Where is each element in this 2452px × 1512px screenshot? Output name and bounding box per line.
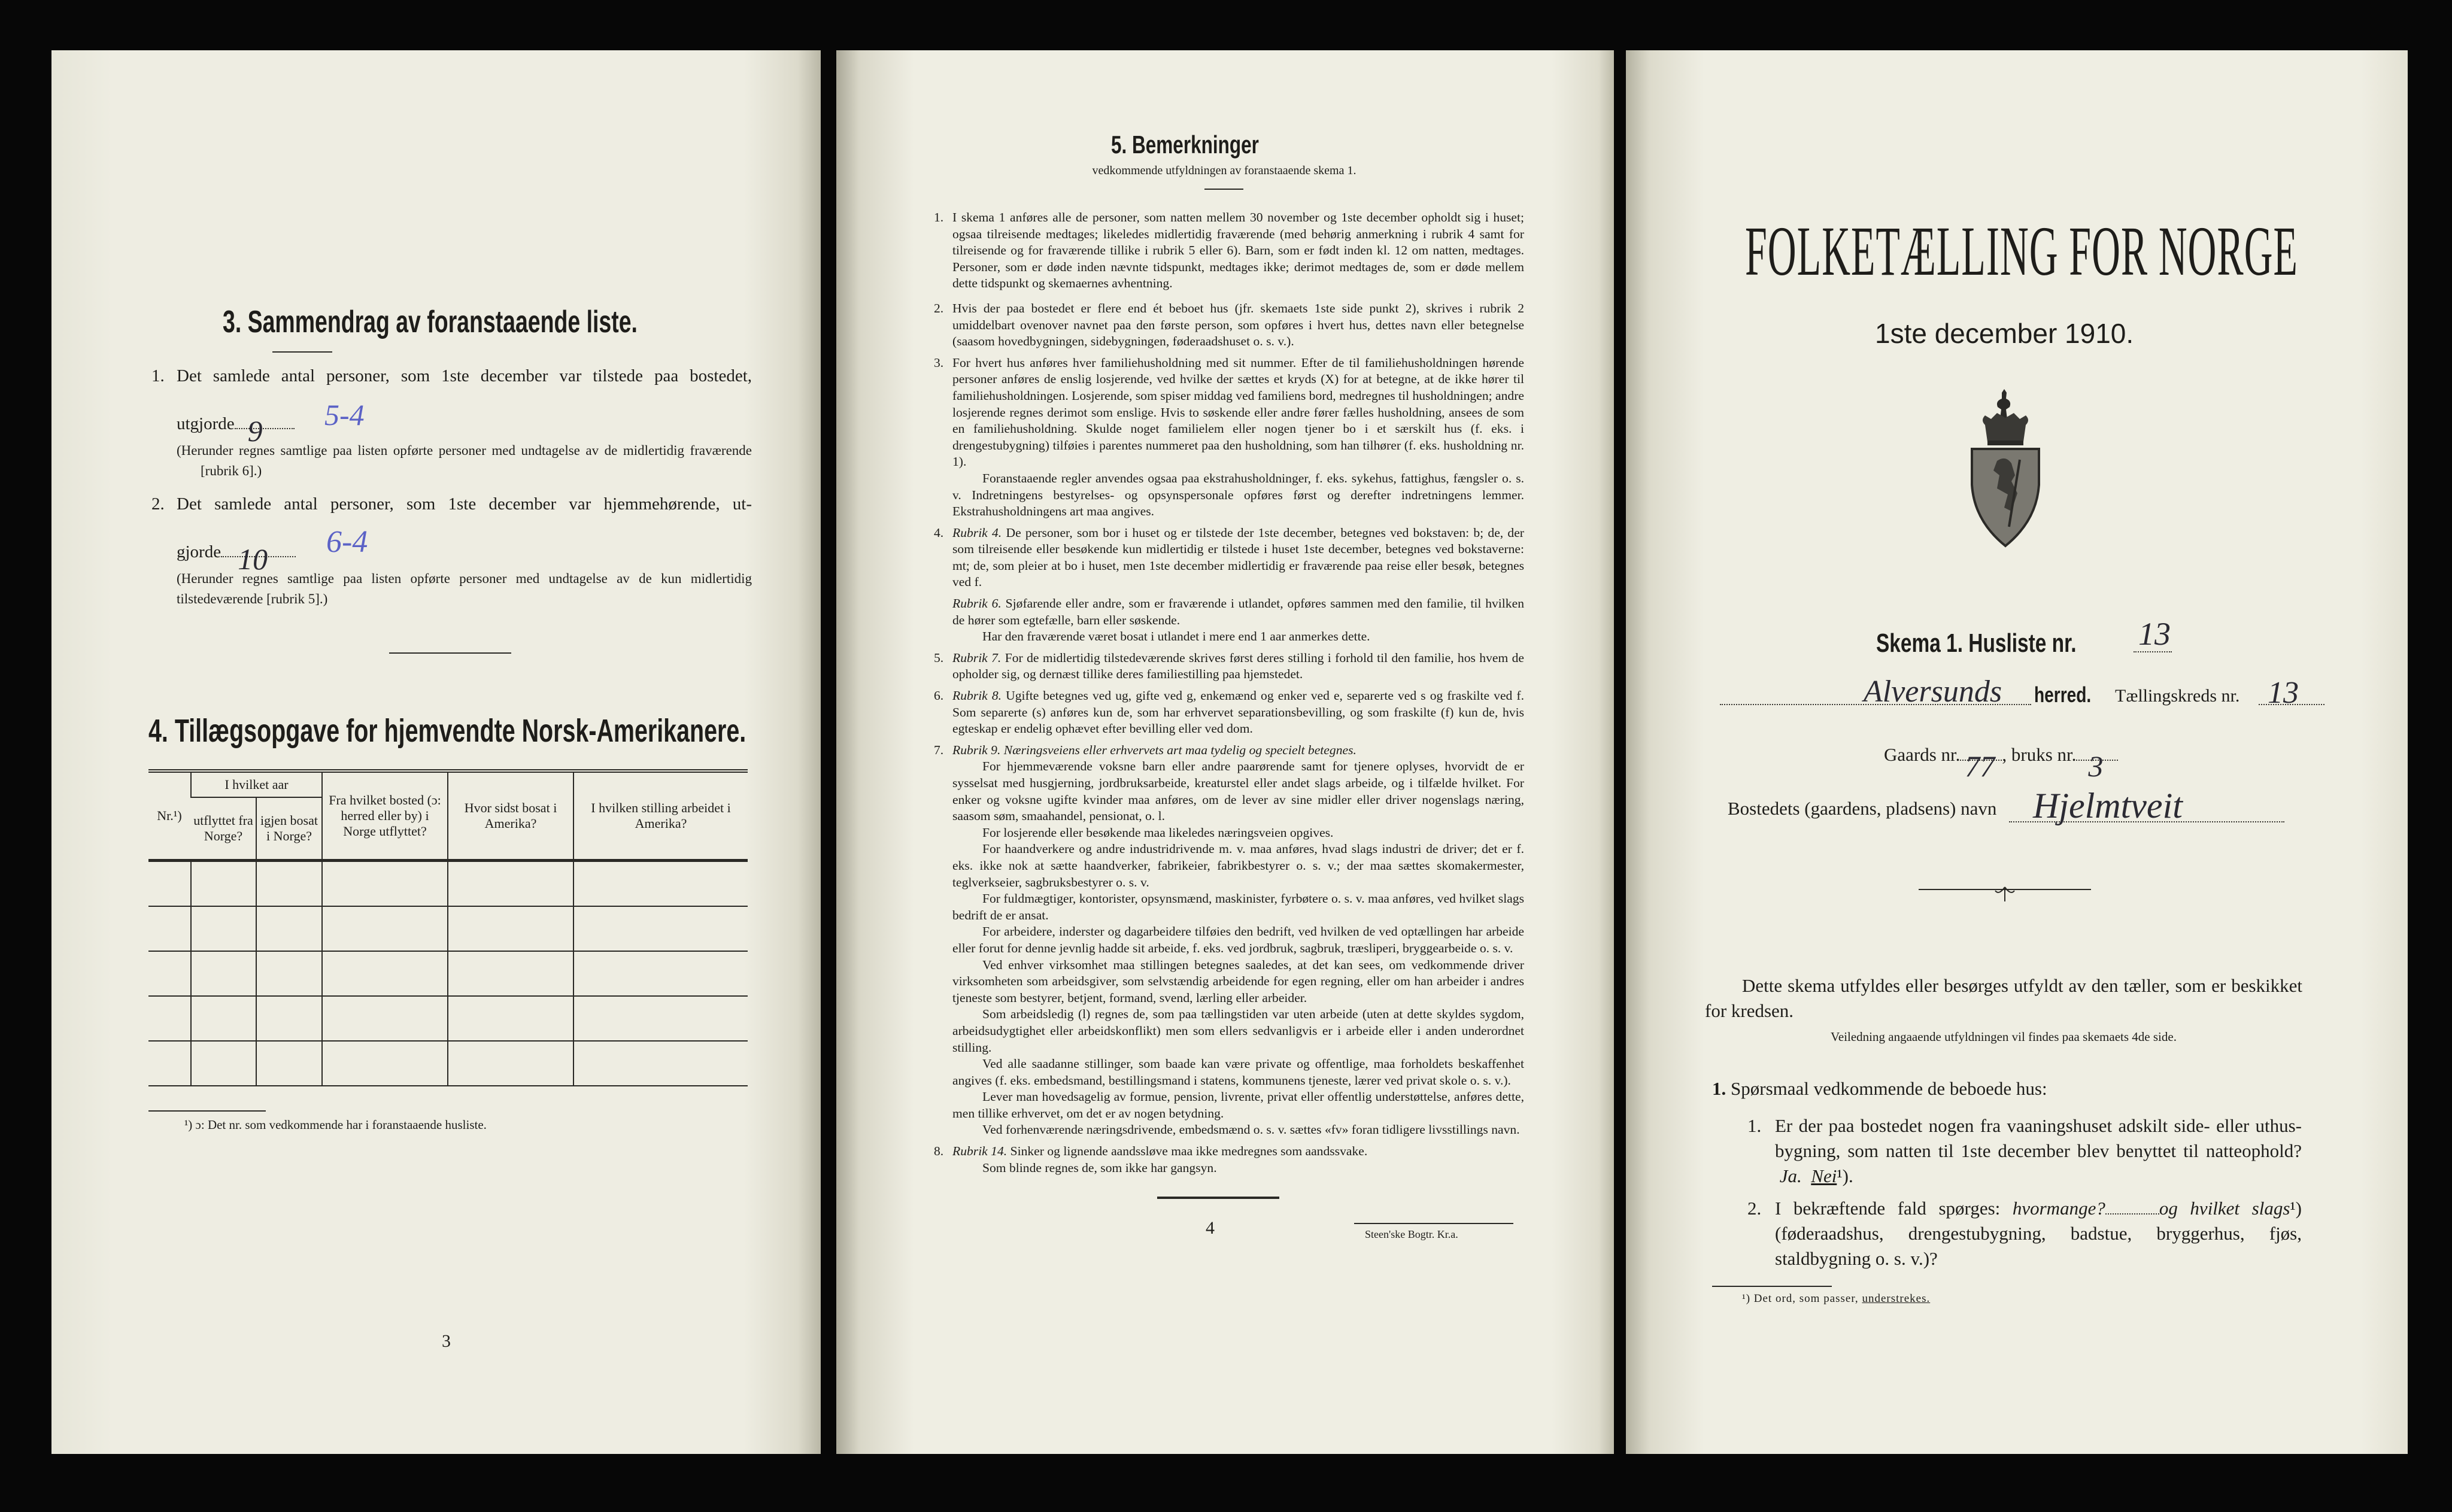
resident-count-note: 6-4 bbox=[326, 525, 368, 559]
bosted-line: Bostedets (gaardens, pladsens) navn Hjelmtveit bbox=[1728, 796, 2284, 821]
table-cell[interactable] bbox=[573, 1041, 748, 1086]
table-cell[interactable] bbox=[573, 996, 748, 1041]
divider bbox=[389, 652, 511, 654]
present-count-field[interactable]: 9 bbox=[235, 428, 295, 429]
table-cell[interactable] bbox=[448, 951, 573, 996]
table-row bbox=[148, 861, 748, 907]
table-cell[interactable] bbox=[191, 951, 256, 996]
husliste-value: 13 bbox=[2138, 616, 2171, 652]
section-3-title: 3. Sammendrag av foranstaaende liste. bbox=[223, 305, 638, 339]
printer-imprint: Steen'ske Bogtr. Kr.a. bbox=[1365, 1228, 1458, 1241]
coat-of-arms-icon bbox=[1967, 389, 2044, 548]
census-title: FOLKETÆLLING FOR NORGE bbox=[1745, 212, 2299, 290]
col-nr: Nr.¹) bbox=[157, 808, 182, 823]
intro-text: Dette skema utfyldes eller besørges utfyldt av den tæller, som er beskikket for kredsen. bbox=[1705, 975, 2302, 1021]
remark-item: 1. I skema 1 anføres alle de personer, som natten mellem 30 november og 1ste december opholdt sig i huset; ogsaa tilreisende medtages; likeledes midlertidig fraværende (med behørig anmerkning i rubrik 4 samt for tilreisende og for fraværende tillike i rubrik 5 eller 6). Barn, som er født inden kl. 12 om natten, medtages. Personer, som er døde inden nævnte tidspunkt, medtages ikke; derimot medtages de, som er døde mellem dette tidspunkt og skemaernes avhentning. bbox=[934, 210, 1524, 291]
remarks-title: 5. Bemerkninger bbox=[1111, 130, 1259, 159]
table-cell[interactable] bbox=[322, 996, 448, 1041]
table-cell[interactable] bbox=[191, 906, 256, 951]
col-work: I hvilken stilling arbeidet i Amerika? bbox=[573, 771, 748, 861]
resident-count-field[interactable]: 10 bbox=[221, 556, 296, 557]
table-cell[interactable] bbox=[448, 861, 573, 907]
answer-ja[interactable]: Ja. bbox=[1779, 1165, 1802, 1186]
herred-line: Alversunds herred. Tællingskreds nr. 13 bbox=[1720, 681, 2330, 711]
page-number: 3 bbox=[442, 1331, 451, 1351]
ornament-divider-icon bbox=[1919, 885, 2091, 903]
summary-item-1-text: Det samlede antal personer, som 1ste december var tilstede paa bostedet, bbox=[177, 366, 752, 385]
questions-heading: 1. Spørsmaal vedkommende de beboede hus: bbox=[1712, 1078, 2047, 1099]
table-cell[interactable] bbox=[256, 861, 322, 907]
answer-nei[interactable]: Nei bbox=[1811, 1165, 1837, 1186]
remark-item: 7. Rubrik 9. Næringsveiens eller erhvervets art maa tydelig og specielt betegnes. For hjemmeværende voksne barn eller andre paarørende samt for tjenere oplyses, hvorvidt de er sysselsat med husgjerning, jordbruksarbeide, kreaturstel eller andet slags arbeide, og i tilfælde hvilket. For enker og voksne ugifte kvinder maa anføres, om de lever av sine midler eller driver nogenslags næring, saasom søm, smaahandel, pensionat, o. l. For losjerende eller besøkende maa likeledes næringsveien opgives. For haandverkere og andre industridrivende m. v. maa anføres, hvad slags industri de driver; det er f. eks. ikke nok at sætte haandverker, fabrikeier, fabrikbestyrer o. s. v.; der maa sættes skomakermester, teglverkseier, sagbruksbestyrer o. s. v. For fuldmægtiger, kontorister, opsynsmænd, maskinister, fyrbøtere o. s. v. maa anføres, ved hvilket slags bedrift de er ansat. For arbeidere, inderster og dagarbeidere tilføies den bedrift, ved hvilken de ved optællingen har arbeide eller forut for denne jevnlig hadde sit arbeide, f. eks. ved jordbruk, sagbruk, træsliperi, bryggearbeide o. s. v. Ved enhver virksomhet maa stillingen betegnes saaledes, at det kan sees, om vedkommende driver virksomheten som arbeidsgiver, som selvstændig arbeidende for egen regning, eller om han arbeider i andres tjeneste som bestyrer, betjent, formand, svend, lærling eller arbeider. Som arbeidsledig (l) regnes de, som paa tællingstiden var uten arbeide (uten at dette skyldes sygdom, arbeidsudygtighet eller arbeidskonflikt) men som ellers sedvanligvis er i arbeide eller i anden underordnet stilling. Ved alle saadanne stillinger, som baade kan være private og offentlige, maa forholdets beskaffenhet angives (f. eks. embedsmand, bestillingsmand i statens, kommunens tjeneste, lærer ved privat skole o. s. v.). Lever man hovedsagelig av formue, pension, livrente, privat eller offentlig understøttelse, anføres dette, men tillike erhvervet, om det er av nogen betydning. Ved forhenværende næringsdrivende, embedsmænd o. s. v. sættes «fv» foran tidligere livsstillings navn. bbox=[934, 742, 1524, 1137]
table-cell[interactable] bbox=[448, 906, 573, 951]
table-row bbox=[148, 951, 748, 996]
remark-item: 4. Rubrik 4. De personer, som bor i huset og er tilstede der 1ste december, betegnes ved bokstaven: b; de, der som tilreisende eller besøkende kun midlertidig er tilstede i huset 1ste december, betegnes ved bokstaverne: mt; de, som pleier at bo i huset, men 1ste december midlertidig er fraværende paa reise eller besøk, betegnes ved f. Rubrik 6. Sjøfarende eller andre, som er fraværende i utlandet, opføres sammen med den familie, til hvilken de hører som egtefælle, barn eller søskende. Har den fraværende været bosat i utlandet i mere end 1 aar anmerkes dette. bbox=[934, 525, 1524, 644]
printer-rule bbox=[1354, 1223, 1513, 1224]
gaards-field[interactable]: 77 bbox=[1960, 760, 2002, 761]
remark-item: 2. Hvis der paa bostedet er flere end ét beboet hus (jfr. skemaets 1ste side punkt 2), skrives i rubrik 2 umiddelbart ovenover navnet paa den første person, som opføres i hvert hus, dettes navn eller betegnelse (saasom hovedbygningen, sidebygningen, føderaadshuset o. s. v.). bbox=[934, 300, 1524, 349]
right-footnote: ¹) Det ord, som passer, understrekes. bbox=[1742, 1292, 1931, 1305]
section-4-footnote: ¹) ɔ: Det nr. som vedkommende har i foranstaaende husliste. bbox=[184, 1118, 487, 1132]
table-cell[interactable] bbox=[322, 951, 448, 996]
page-footer bbox=[934, 1197, 1524, 1250]
table-cell[interactable] bbox=[322, 861, 448, 907]
remarks-list bbox=[934, 210, 1524, 1176]
norwegian-american-table bbox=[148, 769, 748, 1086]
table-cell[interactable] bbox=[256, 906, 322, 951]
census-date: 1ste december 1910. bbox=[1875, 318, 2134, 349]
page-3 bbox=[51, 50, 821, 1454]
question-2: 2. I bekræftende fald spørges: hvormange? og hvilket slags¹) (føderaadshus, drengestubygning, badstue, bryggerhus, fjøs, staldbygning o. s. v.)? bbox=[1747, 1198, 2302, 1269]
table-cell[interactable] bbox=[256, 996, 322, 1041]
table-cell[interactable] bbox=[148, 906, 191, 951]
table-cell[interactable] bbox=[573, 906, 748, 951]
end-divider bbox=[1157, 1197, 1279, 1199]
divider bbox=[1204, 189, 1243, 190]
summary-item-1-note: (Herunder regnes samtlige paa listen opførte personer med undtagelse av de midlertidig fraværende [rubrik 6].) bbox=[177, 443, 752, 478]
remarks-section bbox=[934, 205, 1524, 1250]
schema-heading: Skema 1. Husliste nr. 13 bbox=[1876, 616, 2171, 658]
husliste-field[interactable] bbox=[2134, 616, 2172, 652]
table-cell[interactable] bbox=[448, 1041, 573, 1086]
hvormange-field[interactable] bbox=[2105, 1213, 2159, 1215]
remark-item: 5. Rubrik 7. For de midlertidig tilstedeværende skrives først deres stilling i forhold til den familie, hos hvem de opholder sig, og dernæst tillike deres familiestilling paa hjemstedet. bbox=[934, 650, 1525, 682]
present-count-note: 5-4 bbox=[324, 398, 365, 432]
table-row bbox=[148, 906, 748, 951]
remark-item: 8. Rubrik 14. Sinker og lignende aandssløve maa ikke medregnes som aandssvake. Som blinde regnes de, som ikke har gangsyn. bbox=[934, 1144, 1368, 1175]
question-1: 1. Er der paa bostedet nogen fra vaaningshuset adskilt side- eller uthus-bygning, som natten til 1ste december blev benyttet til natteophold? Ja. Nei¹). bbox=[1747, 1115, 2302, 1186]
summary-items bbox=[151, 365, 752, 609]
table-cell[interactable] bbox=[573, 951, 748, 996]
col-emigrated: utflyttet fra Norge? bbox=[191, 797, 256, 861]
col-lived: Hvor sidst bosat i Amerika? bbox=[448, 771, 573, 861]
summary-item-1: 1. Det samlede antal personer, som 1ste december var tilstede paa bostedet, utgjorde 9 5-4 (Herunder regnes samtlige paa listen opførte personer med undtagelse av de midlertidig fraværende [rubrik 6].) bbox=[151, 365, 752, 481]
section-4-title: 4. Tillægsopgave for hjemvendte Norsk-Amerikanere. bbox=[148, 713, 746, 749]
table-cell[interactable] bbox=[573, 861, 748, 907]
table-cell[interactable] bbox=[256, 951, 322, 996]
page-number: 4 bbox=[1206, 1218, 1215, 1238]
table-row bbox=[148, 1041, 748, 1086]
table-cell[interactable] bbox=[322, 1041, 448, 1086]
divider bbox=[272, 351, 332, 353]
footnote-rule bbox=[148, 1110, 266, 1112]
table-cell[interactable] bbox=[191, 996, 256, 1041]
remarks-subtitle: vedkommende utfyldningen av foranstaaende skema 1. bbox=[1092, 164, 1357, 177]
remark-item: 3. For hvert hus anføres hver familiehusholdning med sit nummer. Efter de til familiehusholdningen hørende personer anføres de enslig losjerende, ved hvilke der sættes et kryds (X) for at betegne, at de ikke hører til familiehusholdningen. Losjerende, som spiser middag ved familiens bord, medregnes til husholdningen; andre losjerende regnes derimot som enslige. Hvis to søskende eller andre fører fælles husholdning, ansees de som en familiehusholdning. Skulde noget familielem eller nogen tjener bo i et særskilt hus (f. eks. i drengestubygning) tilføies i parentes nummeret paa den husholdning, som han tilhører (f. eks. husholdning nr. 1). Foranstaaende regler anvendes ogsaa paa ekstrahusholdninger, f. eks. sykehus, fattighus, fængsler o. s. v. Indretningens bestyrelses- og opsynspersonale opføres først og derefter indretningens lemmer. Ekstrahusholdningens art maa angives. bbox=[934, 355, 1524, 519]
col-returned: igjen bosat i Norge? bbox=[256, 797, 322, 861]
table-row bbox=[148, 996, 748, 1041]
table-cell[interactable] bbox=[322, 906, 448, 951]
remark-item: 6. Rubrik 8. Ugifte betegnes ved ug, gifte ved g, enkemænd og enker ved e, separerte ved s og fraskilte ved f. Som separerte (s) anføres kun de, som har erhvervet separationsbevilling, og som fraskilte (f) kun de, hvis egteskap er endelig ophævet efter bevilling eller ved dom. bbox=[934, 688, 1525, 736]
table-cell[interactable] bbox=[256, 1041, 322, 1086]
guidance-text: Veiledning angaaende utfyldningen vil findes paa skemaets 4de side. bbox=[1831, 1030, 2177, 1044]
summary-item-2-text: Det samlede antal personer, som 1ste december var hjemmehørende, ut- bbox=[177, 494, 752, 514]
table-cell[interactable] bbox=[148, 951, 191, 996]
table-cell[interactable] bbox=[148, 861, 191, 907]
col-from: Fra hvilket bosted (ɔ: herred eller by) i Norge utflyttet? bbox=[322, 771, 448, 861]
table-cell[interactable] bbox=[191, 861, 256, 907]
questions-section bbox=[1705, 973, 2302, 1306]
table-cell[interactable] bbox=[148, 996, 191, 1041]
table-cell[interactable] bbox=[191, 1041, 256, 1086]
table-cell[interactable] bbox=[148, 1041, 191, 1086]
gaards-line: Gaards nr. 77 , bruks nr. 3 bbox=[1884, 742, 2118, 767]
bruks-field[interactable]: 3 bbox=[2076, 760, 2118, 761]
table-cell[interactable] bbox=[448, 996, 573, 1041]
summary-item-2-note: (Herunder regnes samtlige paa listen opførte personer med undtagelse av de kun midlertidig tilstedeværende [rubrik 5].) bbox=[177, 571, 752, 606]
col-group-year: I hvilket aar bbox=[191, 771, 322, 797]
footnote-rule bbox=[1712, 1286, 1832, 1287]
summary-item-2: 2. Det samlede antal personer, som 1ste december var hjemmehørende, ut- gjorde 10 6-4 (Herunder regnes samtlige paa listen opførte personer med undtagelse av de kun midlertidig tilstedeværende [rubrik 5].) bbox=[151, 493, 752, 609]
